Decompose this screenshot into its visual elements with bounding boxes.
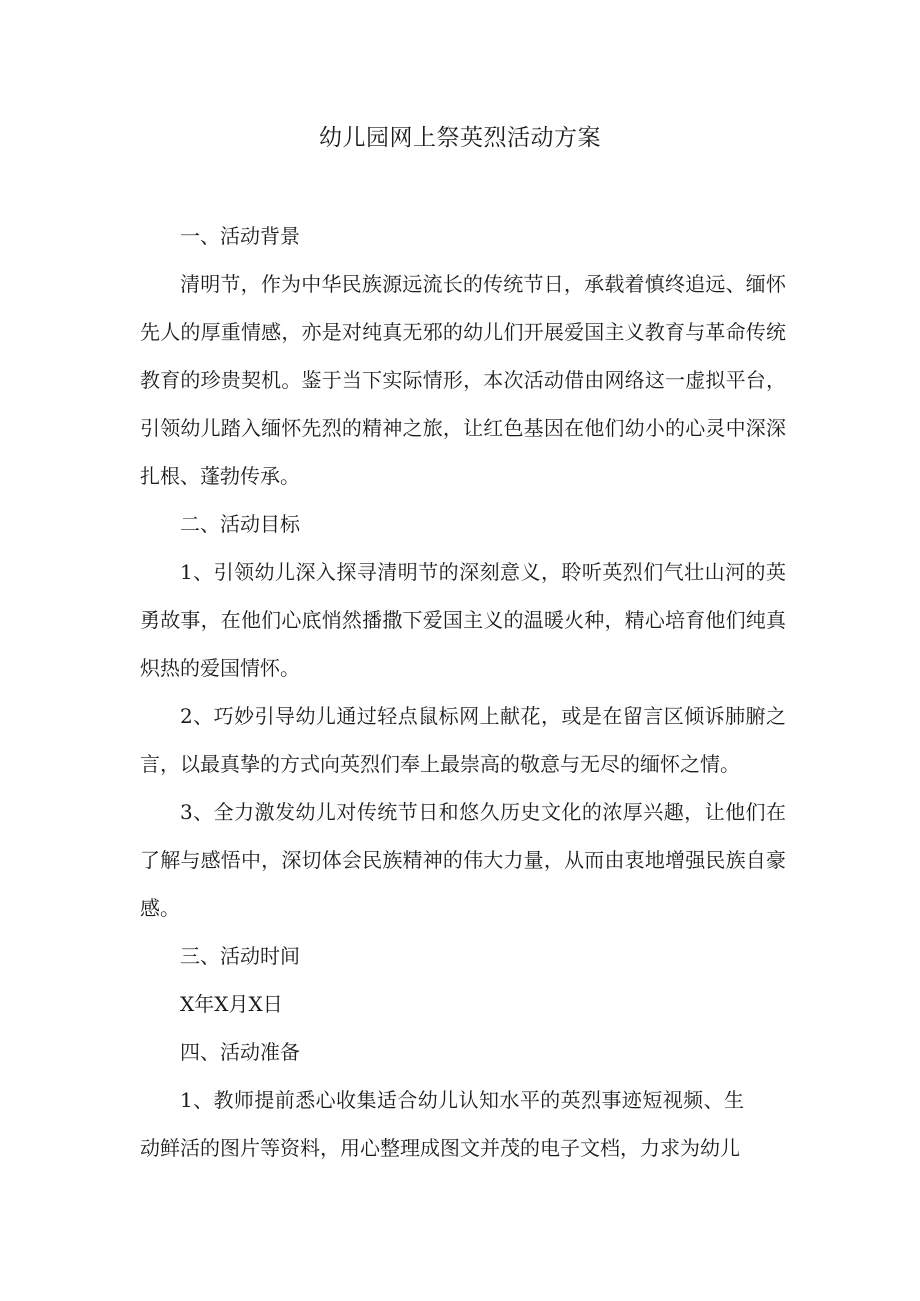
section-heading-time: 三、活动时间 <box>180 944 300 968</box>
section-heading-preparation: 四、活动准备 <box>180 1040 300 1064</box>
paragraph-goal-2: 2、巧妙引导幼儿通过轻点鼠标网上献花，或是在留言区倾诉肺腑之言，以最真挚的方式向英烈们奉上最崇高的敬意与无尽的缅怀之情。 <box>140 704 786 776</box>
section-heading-goals: 二、活动目标 <box>180 512 300 536</box>
paragraph-goal-3: 3、全力激发幼儿对传统节日和悠久历史文化的浓厚兴趣，让他们在了解与感悟中，深切体会民族精神的伟大力量，从而由衷地增强民族自豪感。 <box>140 800 786 920</box>
paragraph-time: X年X月X日 <box>180 992 283 1016</box>
document-title: 幼儿园网上祭英烈活动方案 <box>319 125 601 151</box>
paragraph-preparation-1: 1、教师提前悉心收集适合幼儿认知水平的英烈事迹短视频、生动鲜活的图片等资料，用心整理成图文并茂的电子文档，力求为幼儿 <box>140 1088 744 1160</box>
paragraph-background: 清明节，作为中华民族源远流长的传统节日，承载着慎终追远、缅怀先人的厚重情感，亦是对纯真无邪的幼儿们开展爱国主义教育与革命传统教育的珍贵契机。鉴于当下实际情形，本次活动借由网络这一虚拟平台，引领幼儿踏入缅怀先烈的精神之旅，让红色基因在他们幼小的心灵中深深扎根、蓬勃传承。 <box>140 272 786 488</box>
document-body <box>140 212 786 1172</box>
paragraph-goal-1: 1、引领幼儿深入探寻清明节的深刻意义，聆听英烈们气壮山河的英勇故事，在他们心底悄然播撒下爱国主义的温暖火种，精心培育他们纯真炽热的爱国情怀。 <box>140 560 786 680</box>
section-heading-background: 一、活动背景 <box>180 224 300 248</box>
